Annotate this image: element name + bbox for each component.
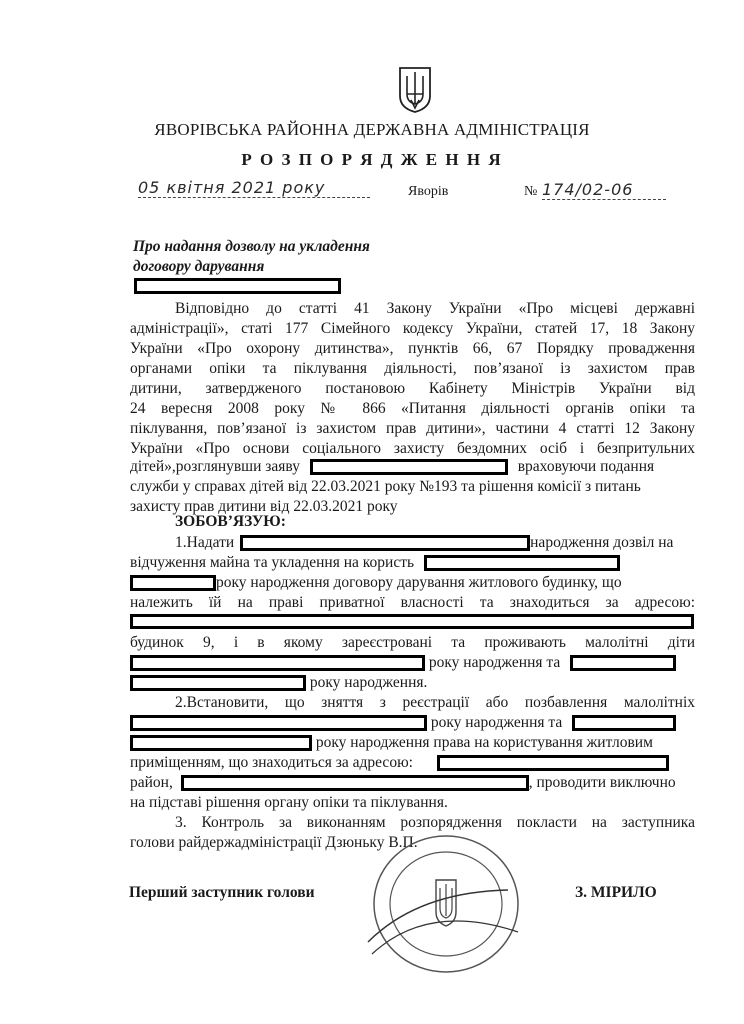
body-line: Відповідно до статті 41 Закону України «Про місцеві державні — [175, 300, 695, 317]
document-type: Р О З П О Р Я Д Ж Е Н Н Я — [241, 150, 503, 169]
redaction-box — [130, 675, 306, 691]
signatory-name: З. МІРИЛО — [575, 884, 657, 901]
redaction-box — [437, 755, 669, 771]
body-line — [130, 456, 695, 477]
body-text: року народження договору дарування житлового будинку, що — [216, 574, 622, 591]
body-line — [130, 752, 695, 773]
body-line: адміністрації», статі 177 Сімейного кодексу України, статей 17, 18 Закону — [130, 320, 695, 337]
body-text: дітей»,розглянувши заяву — [130, 458, 300, 475]
redaction-box — [572, 715, 676, 731]
body-text: року народження. — [309, 674, 428, 691]
body-line: голови райдержадміністрації Дзюньку В.П. — [130, 834, 418, 851]
body-line: 3. Контроль за виконанням розпорядження покласти на заступника — [175, 814, 695, 831]
body-line: належить їй на праві приватної власності та знаходиться за адресою: — [130, 594, 695, 611]
body-text: року народження права на користування житловим — [315, 734, 653, 751]
body-line: дитини, затвердженого постановою Кабінету Міністрів України від — [130, 380, 695, 397]
body-text: район, — [130, 774, 173, 791]
body-line — [130, 652, 695, 673]
redaction-box — [130, 715, 427, 731]
body-text: народження дозвіл на — [530, 534, 674, 551]
body-line — [130, 672, 695, 693]
redaction-box — [130, 735, 312, 751]
body-line: на підставі рішення органу опіки та піклування. — [130, 794, 448, 811]
body-line: 24 вересня 2008 року № 866 «Питання діяльності органів опіки та — [130, 400, 695, 417]
body-line: органами опіки та піклування діяльності, пов’язаної із захистом прав — [130, 360, 695, 377]
body-line: піклування, пов’язаної із захистом прав дитини», частини 4 статті 12 Закону — [130, 420, 695, 437]
subject-line-1: Про надання дозволу на укладення — [133, 238, 370, 255]
redaction-box — [130, 614, 694, 629]
body-line: будинок 9, і в якому зареєстровані та проживають малолітні діти — [130, 634, 695, 651]
redaction-box — [181, 775, 529, 791]
redaction-box — [130, 655, 425, 671]
body-text: враховуючи подання — [517, 458, 655, 475]
body-line: 2.Встановити, що зняття з реєстрації або позбавлення малолітніх — [175, 694, 695, 711]
body-line — [130, 732, 695, 753]
body-text: 1.Надати — [175, 534, 235, 551]
redaction-box — [134, 278, 341, 294]
subject-line-2: договору дарування — [133, 258, 265, 275]
redaction-box — [240, 535, 530, 551]
body-line: захисту прав дитини від 22.03.2021 року — [130, 498, 398, 515]
redaction-box — [424, 555, 620, 571]
body-line — [130, 572, 695, 593]
body-text: приміщенням, що знаходиться за адресою: — [130, 754, 413, 771]
signatory-position: Перший заступник голови — [129, 884, 315, 901]
redaction-box — [310, 459, 508, 475]
body-line — [175, 532, 695, 553]
body-line — [130, 552, 695, 573]
document-number: 174/02-06 — [542, 180, 666, 200]
body-text: року народження та — [428, 654, 561, 671]
organization-name: ЯВОРІВСЬКА РАЙОННА ДЕРЖАВНА АДМІНІСТРАЦІЯ — [154, 120, 590, 139]
body-line — [130, 712, 695, 733]
number-prefix: № — [524, 184, 538, 199]
body-text: року народження та — [430, 714, 563, 731]
body-text: , проводити виключно — [528, 774, 676, 791]
document-city: Яворів — [408, 184, 449, 199]
document-date: 05 квітня 2021 року — [138, 178, 370, 198]
oblige-heading: ЗОБОВ’ЯЗУЮ: — [175, 513, 286, 530]
body-text: відчуження майна та укладення на користь — [130, 554, 415, 571]
body-line: України «Про основи соціального захисту бездомних осіб і безпритульних — [130, 440, 695, 457]
official-stamp — [358, 832, 538, 982]
body-line: України «Про охорону дитинства», пунктів 66, 67 Порядку провадження — [130, 340, 695, 357]
coat-of-arms-icon — [398, 66, 432, 114]
body-line — [130, 772, 695, 793]
body-line: служби у справах дітей від 22.03.2021 року №193 та рішення комісії з питань — [130, 478, 641, 495]
redaction-box — [570, 655, 676, 671]
redaction-box — [130, 575, 216, 591]
